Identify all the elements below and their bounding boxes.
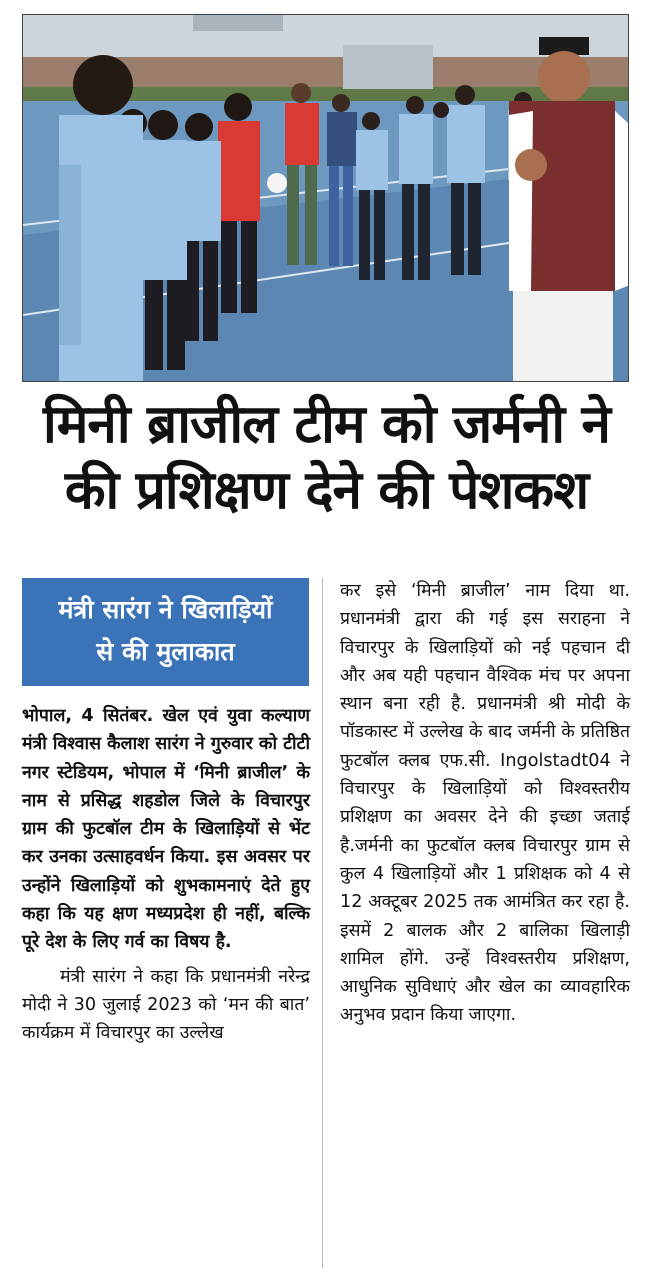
headline-line-2: की प्रशिक्षण देने की पेशकश (64, 460, 589, 521)
body-column-left (22, 702, 310, 1048)
photo-illustration (23, 15, 629, 382)
body-column-right (340, 577, 630, 1030)
body-paragraph-3: कर इसे ‘मिनी ब्राजील’ नाम दिया था. प्रधानमंत्री द्वारा की गई इस सराहना ने विचारपुर के खिलाड़ियों को नई पहचान दी और अब यही पहचान वैश्विक मंच पर अपना स्थान बना रही है. प्रधानमंत्री श्री मोदी के पॉडकास्ट में उल्लेख के बाद जर्मनी के प्रतिष्ठित फुटबॉल क्लब एफ.सी. Ingolstadt04 ने विचारपुर के खिलाड़ियों को विश्वस्तरीय प्रशिक्षण का अवसर देने की इच्छा जताई है.जर्मनी का फुटबॉल क्लब विचारपुर ग्राम से कुल 4 खिलाड़ियों और 1 प्रशिक्षक को 4 से 12 अक्टूबर 2025 तक आमंत्रित कर रहा है. इसमें 2 बालक और 2 बालिका खिलाड़ी शामिल होंगे. उन्हें विश्वस्तरीय प्रशिक्षण, आधुनिक सुविधाएं और खेल का व्यावहारिक अनुभव प्रदान किया जाएगा. (340, 581, 630, 1026)
headline (12, 392, 641, 524)
headline-line-1: मिनी ब्राजील टीम को जर्मनी ने (43, 394, 610, 455)
subheading-line-1: मंत्री सारंग ने खिलाड़ियों (58, 595, 273, 624)
subheading-line-2: से की मुलाकात (96, 637, 235, 666)
subheading-box (22, 578, 309, 686)
lead-paragraph: भोपाल, 4 सितंबर. खेल एवं युवा कल्याण मंत्री विश्वास कैलाश सारंग ने गुरुवार को टीटी नगर स्टेडियम, भोपाल में ‘मिनी ब्राजील’ के नाम से प्रसिद्ध शहडोल जिले के विचारपुर ग्राम की फुटबॉल टीम के खिलाड़ियों से भेंट कर उनका उत्साहवर्धन किया. इस अवसर पर उन्होंने खिलाड़ियों को शुभकामनाएं देते हुए कहा कि यह क्षण मध्यप्रदेश ही नहीं, बल्कि पूरे देश के लिए गर्व का विषय है. (22, 706, 310, 953)
body-paragraph-2: मंत्री सारंग ने कहा कि प्रधानमंत्री नरेन्द्र मोदी ने 30 जुलाई 2023 को ‘मन की बात’ कार्यक्रम में विचारपुर का उल्लेख (22, 966, 310, 1044)
column-divider (322, 578, 323, 1268)
news-photo (22, 14, 629, 382)
